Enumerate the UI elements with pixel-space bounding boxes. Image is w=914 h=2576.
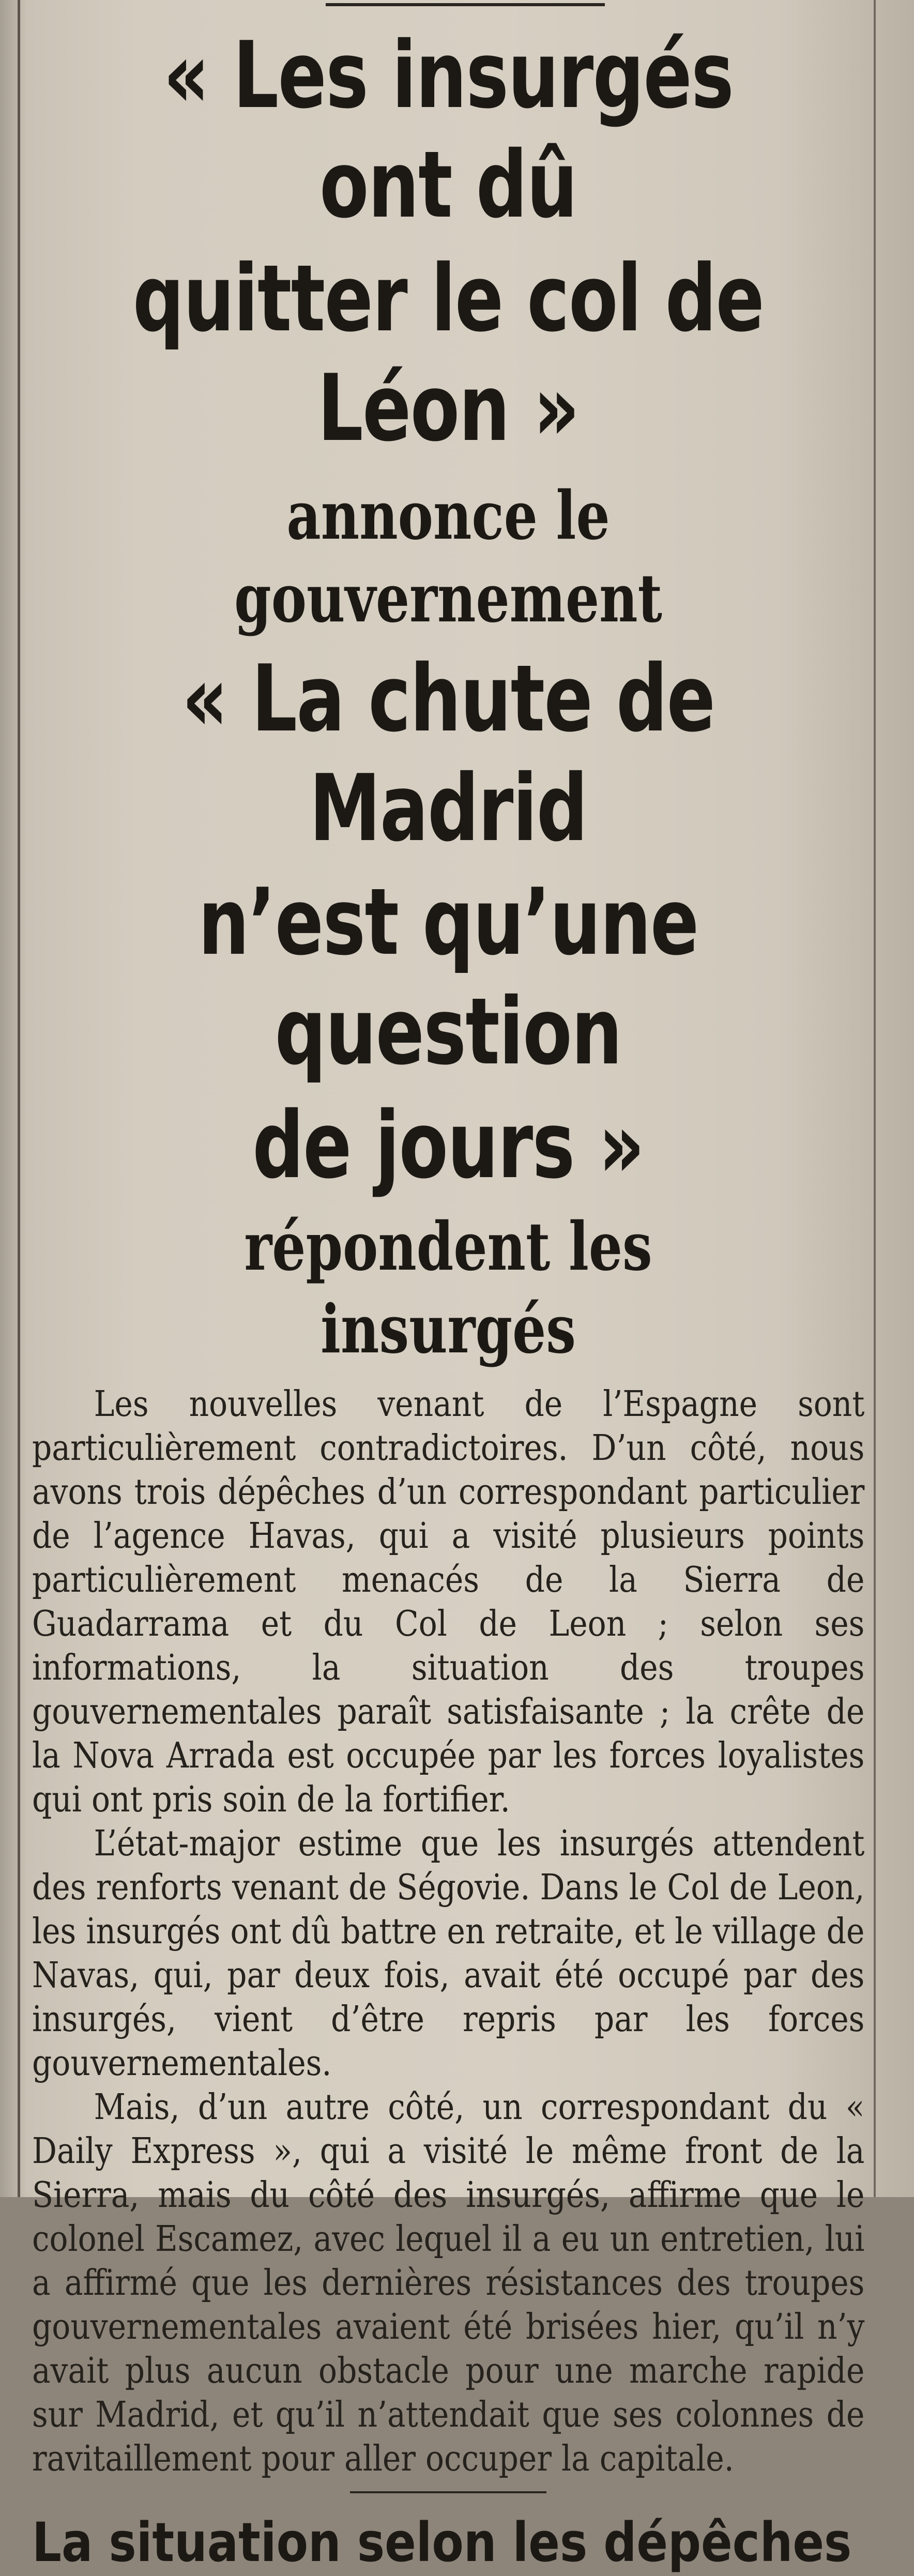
headline-line-4: n’est qu’une question bbox=[198, 868, 698, 1085]
article bbox=[32, 21, 864, 2576]
column-rule-right bbox=[874, 0, 876, 2197]
paragraph-1: Les nouvelles venant de l’Espagne sont particulièrement contradictoires. D’un côté, nous avons trois dépêches d’un correspondant particulier de l’agence Havas, qui a visité plusieurs points particulièrement menacés de la Sierra de Guadarrama et du Col de Leon ; selon ses informations, la situation des troupes gouvernementales paraît satisfaisante ; la crête de la Nova Arrada est occupée par les forces loyalistes qui ont pris soin de la fortifier. bbox=[32, 1384, 865, 1820]
top-rule bbox=[326, 3, 605, 6]
headline-line-5: de jours » bbox=[252, 1092, 644, 1199]
headline-line-1: « Les insurgés ont dû bbox=[163, 22, 734, 238]
article-body bbox=[32, 1382, 864, 2481]
section-separator bbox=[350, 2491, 546, 2493]
paragraph-3: Mais, d’un autre côté, un correspondant du « Daily Express », qui a visité le même front de la Sierra, mais du côté des insurgés, affirme que le colonel Escamez, avec lequel il a eu un entretien, lui a affirmé que les dernières résistances des troupes gouvernementales avaient été brisées hier, qu’il n’y avait plus aucun obstacle pour une marche rapide sur Madrid, et qu’il n’attendait que ses colonnes de ravitaillement pour aller occuper la capitale. bbox=[32, 2087, 865, 2479]
headline-subtitle-2: répondent les insurgés bbox=[244, 1208, 652, 1368]
headline-line-2: quitter le col de Léon » bbox=[132, 245, 764, 462]
headline-subtitle: annonce le gouvernement bbox=[234, 477, 662, 637]
headline-line-3: « La chute de Madrid bbox=[181, 645, 715, 862]
paragraph-2: L’état-major estime que les insurgés attendent des renforts venant de Ségovie. Dans le Col de Leon, les insurgés ont dû battre en retraite, et le village de Navas, qui, par deux fois, avait été occupé par des insurgés, vient d’être repris par les forces gouvernementales. bbox=[32, 1823, 865, 2084]
column-rule-left bbox=[18, 0, 20, 2197]
section-heading: La situation selon les dépêches bbox=[32, 2511, 852, 2574]
